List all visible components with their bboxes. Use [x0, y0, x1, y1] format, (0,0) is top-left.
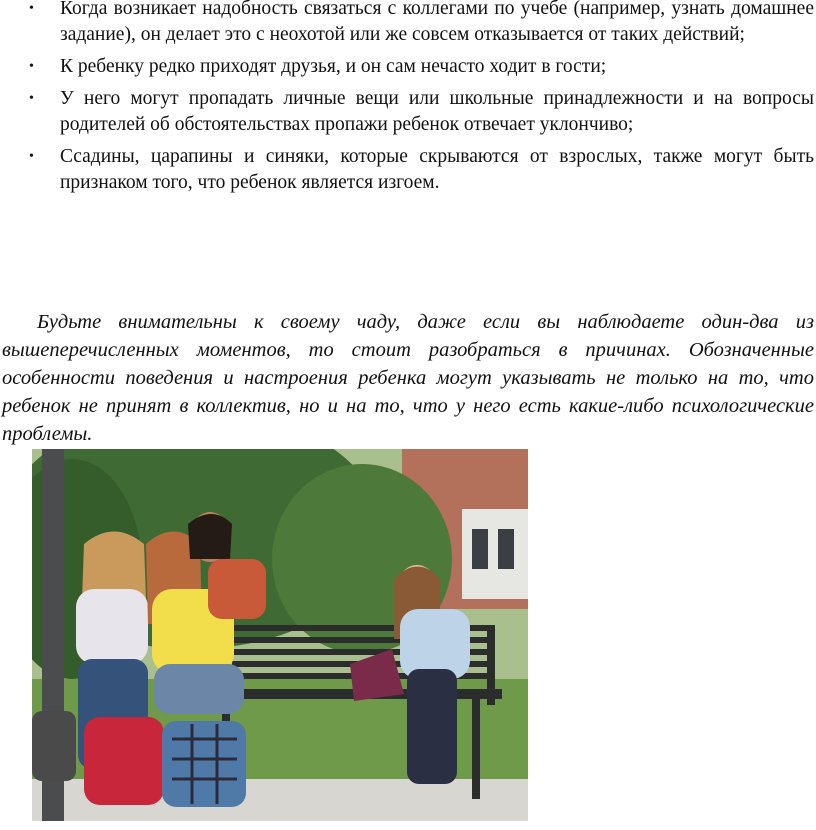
bullet-text: У него могут пропадать личные вещи или школьные принадлежности и на вопросы родителей об обстоятельствах пропажи ребенок отвечает уклончиво;	[60, 88, 814, 135]
bullet-text: К ребенку редко приходят друзья, и он сам нечасто ходит в гости;	[60, 56, 607, 77]
bullet-list	[0, 0, 816, 202]
list-item	[0, 144, 816, 196]
bullet-marker: •	[29, 91, 34, 106]
bullet-marker: •	[29, 149, 34, 164]
advice-paragraph: Будьте внимательны к своему чаду, даже если вы наблюдаете один-два из вышеперечисленных моментов, то стоит разобраться в причинах. Обозначенные особенности поведения и настроения ребенка могут указывать не только на то, что ребенок не принят в коллектив, но и на то, что у него есть какие-либо психологические проблемы.	[2, 311, 814, 445]
bullet-marker: •	[29, 1, 34, 16]
bullet-text: Ссадины, царапины и синяки, которые скрываются от взрослых, также могут быть признаком того, что ребенок является изгоем.	[60, 146, 814, 193]
list-item	[0, 86, 816, 138]
list-item	[0, 54, 816, 80]
photo-teenagers-on-bench	[32, 449, 528, 821]
list-item	[0, 0, 816, 48]
bullet-marker: •	[29, 59, 34, 74]
bullet-text: Когда возникает надобность связаться с коллегами по учебе (например, узнать домашнее задание), он делает это с неохотой или же совсем отказывается от таких действий;	[60, 0, 814, 45]
red-backpack-shape	[84, 717, 164, 805]
plaid-backpack-shape	[162, 721, 246, 807]
